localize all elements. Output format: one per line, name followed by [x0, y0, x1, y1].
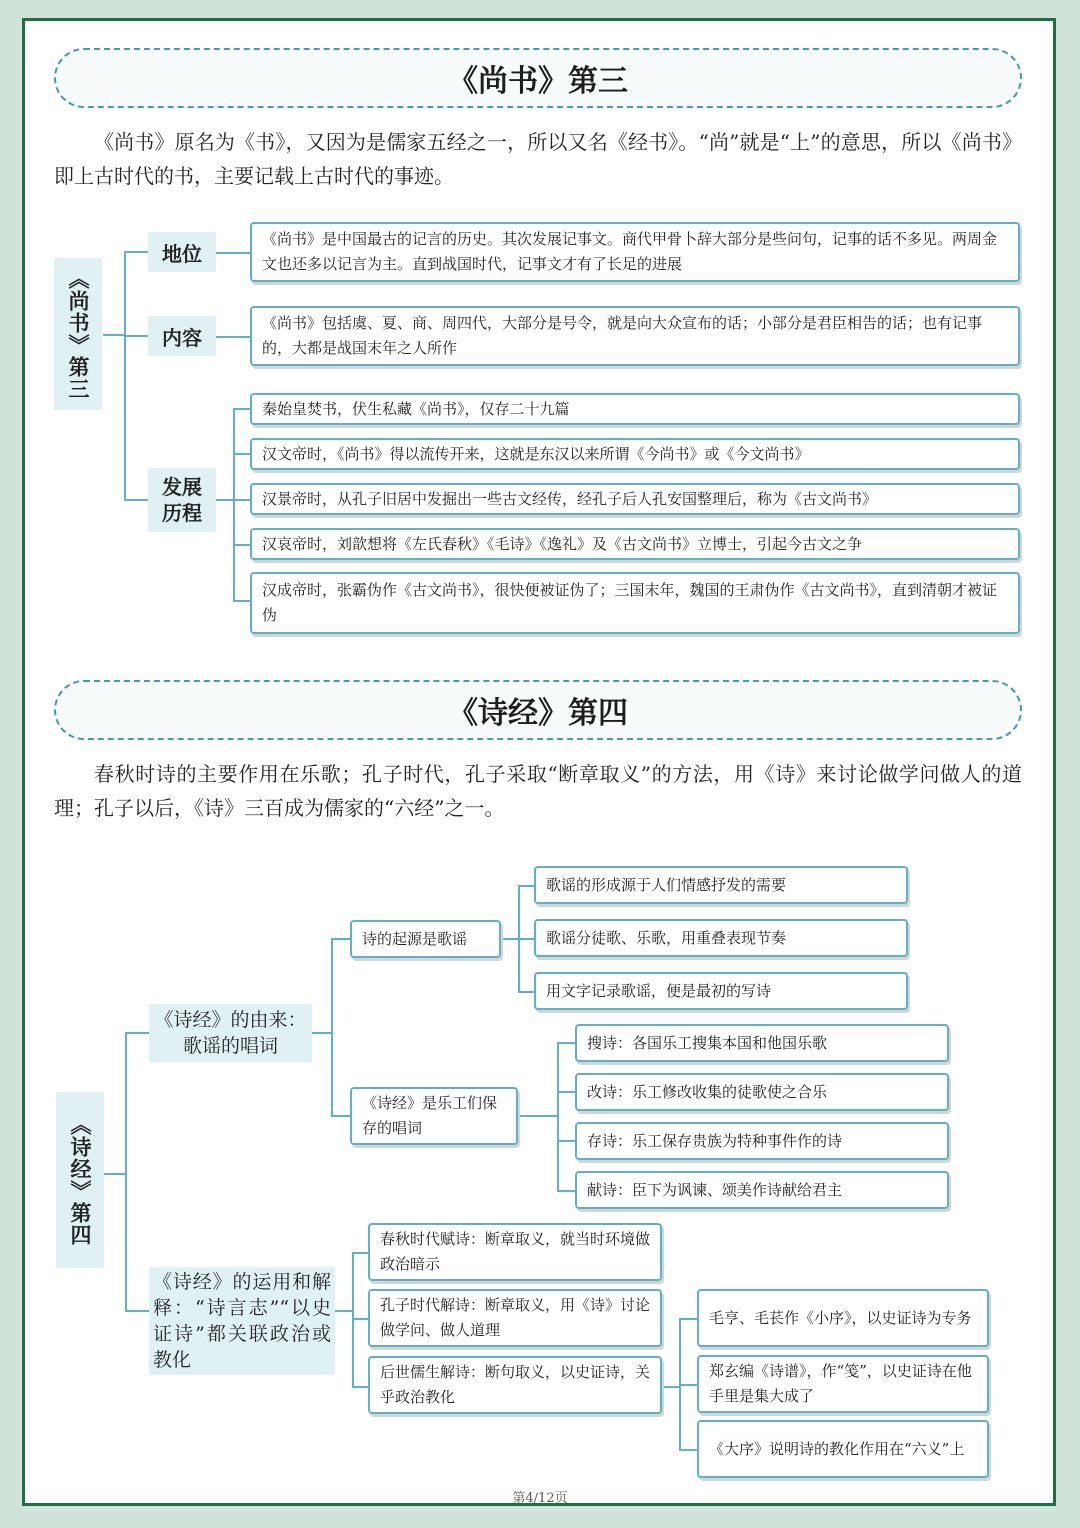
later-interpretation-item	[697, 1289, 989, 1347]
connector	[662, 1386, 680, 1388]
connector	[103, 334, 125, 336]
connector	[312, 1032, 332, 1034]
connector	[518, 885, 534, 887]
connector	[124, 499, 148, 501]
box-text: 毛亨、毛苌作《小序》，以史证诗为专务	[709, 1308, 972, 1327]
box-text: 歌谣的形成源于人们情感抒发的需要	[546, 875, 787, 894]
connector	[679, 1384, 697, 1386]
connector	[233, 600, 251, 602]
origin-leaf	[575, 1171, 949, 1209]
box-text: 献诗：臣下为讽谏、颂美作诗献给君主	[587, 1180, 843, 1199]
box-text: 《尚书》包括虞、夏、商、周四代，大部分是号令，就是向大众宣布的话；小部分是君臣相告的话；也有记事的，大都是战国末年之人所作	[262, 314, 983, 357]
connector	[125, 1032, 149, 1034]
connector	[233, 453, 251, 455]
box-text: 《大序》说明诗的教化作用在“六义”上	[709, 1439, 965, 1458]
connector	[518, 991, 534, 993]
connector	[125, 1032, 127, 1312]
box-text: 秦始皇焚书，伏生私藏《尚书》，仅存二十九篇	[262, 399, 570, 418]
connector	[124, 251, 126, 501]
connector	[352, 1252, 368, 1254]
origin-sub-box	[350, 1087, 518, 1145]
branch-label: 内容	[162, 325, 202, 350]
connector	[679, 1318, 697, 1320]
branch-label: 《诗经》的运用和解释：“诗言志”“以史证诗”都关联政治或教化	[153, 1271, 331, 1371]
history-item	[250, 393, 1020, 425]
branch-usage	[149, 1267, 335, 1375]
connector	[518, 1115, 558, 1117]
connector	[557, 1091, 575, 1093]
box-text: 汉景帝时，从孔子旧居中发掘出一些古文经传，经孔子后人孔安国整理后，称为《古文尚书》	[262, 489, 878, 508]
history-item	[250, 528, 1020, 560]
usage-item	[368, 1289, 662, 1347]
box-text: 存诗：乐工保存贵族为特种事件作的诗	[587, 1131, 843, 1150]
connector	[679, 1449, 697, 1451]
box-text: 后世儒生解诗：断句取义，以史证诗，关乎政治教化	[380, 1363, 651, 1406]
origin-leaf	[534, 919, 908, 957]
origin-sub-box	[350, 920, 501, 958]
page-number: 第4/12页	[512, 1491, 568, 1506]
connector	[331, 1115, 351, 1117]
connector	[216, 252, 250, 254]
origin-leaf	[575, 1073, 949, 1111]
connector	[557, 1042, 575, 1044]
later-interpretation-item	[697, 1355, 989, 1413]
usage-item	[368, 1356, 662, 1414]
section-title-shijing	[54, 680, 1022, 740]
box-text: 汉文帝时，《尚书》得以流传开来，这就是东汉以来所谓《今尚书》或《今文尚书》	[262, 444, 810, 463]
connector	[233, 499, 251, 501]
box-text: 搜诗：各国乐工搜集本国和他国乐歌	[587, 1033, 828, 1052]
later-interpretation-item	[697, 1420, 989, 1478]
box-text: 郑玄编《诗谱》，作“笺”，以史证诗在他手里是集大成了	[709, 1362, 972, 1405]
connector	[501, 938, 519, 940]
box-text: 春秋时代赋诗：断章取义，就当时环境做政治暗示	[380, 1230, 651, 1273]
branch-status	[148, 232, 216, 272]
connector	[125, 1310, 149, 1312]
origin-leaf	[534, 972, 908, 1010]
connector	[557, 1140, 575, 1142]
branch-label: 地位	[162, 241, 202, 266]
root-node-shangshu	[54, 258, 102, 410]
branch-label: 发展历程	[162, 475, 202, 525]
branch-content	[148, 316, 216, 356]
connector	[233, 408, 251, 410]
root-node-label: 《诗经》第四	[68, 1114, 93, 1246]
box-text: 诗的起源是歌谣	[362, 929, 468, 948]
box-text: 改诗：乐工修改收集的徒歌使之合乐	[587, 1082, 828, 1101]
section-title-shangshu	[54, 48, 1022, 108]
connector	[216, 336, 250, 338]
connector	[518, 938, 534, 940]
connector	[233, 408, 235, 600]
connector	[557, 1042, 559, 1191]
connector	[352, 1386, 368, 1388]
branch-label: 《诗经》的由来：歌谣的唱词	[154, 1009, 307, 1057]
connector	[331, 938, 333, 1116]
box-text: 汉哀帝时，刘歆想将《左氏春秋》《毛诗》《逸礼》及《古文尚书》立博士，引起今古文之争	[262, 534, 863, 553]
root-node-shijing	[56, 1092, 104, 1268]
origin-leaf	[575, 1122, 949, 1160]
connector	[352, 1318, 368, 1320]
box-text: 孔子时代解诗：断章取义，用《诗》讨论做学问、做人道理	[380, 1296, 651, 1339]
origin-leaf	[575, 1024, 949, 1062]
branch-history	[148, 468, 216, 532]
content-detail-box	[250, 306, 1020, 366]
intro-paragraph-shangshu: 《尚书》原名为《书》，又因为是儒家五经之一，所以又名《经书》。“尚”就是“上”的意思，所以《尚书》即上古时代的书，主要记载上古时代的事迹。	[54, 130, 1022, 188]
origin-leaf	[534, 866, 908, 904]
branch-origin	[149, 1004, 312, 1062]
history-item	[250, 572, 1020, 634]
box-text: 歌谣分徒歌、乐歌，用重叠表现节奏	[546, 928, 787, 947]
intro-paragraph-shijing: 春秋时诗的主要作用在乐歌；孔子时代，孔子采取“断章取义”的方法，用《诗》来讨论做学问做人的道理；孔子以后，《诗》三百成为儒家的“六经”之一。	[54, 762, 1022, 820]
connector	[331, 938, 351, 940]
section-title-text: 《尚书》第三	[448, 64, 628, 99]
section-title-text: 《诗经》第四	[448, 696, 628, 731]
connector	[557, 1190, 575, 1192]
box-text: 用文字记录歌谣，便是最初的写诗	[546, 981, 772, 1000]
connector	[352, 1252, 354, 1388]
box-text: 汉成帝时，张霸伪作《古文尚书》，很快便被证伪了；三国末年，魏国的王肃伪作《古文尚书》，直到清朝才被证伪	[262, 581, 998, 624]
connector	[216, 499, 234, 501]
root-node-label: 《尚书》第三	[66, 268, 91, 400]
box-text: 《诗经》是乐工们保存的唱词	[362, 1094, 498, 1137]
connector	[104, 1173, 126, 1175]
status-detail-box	[250, 222, 1020, 282]
connector	[233, 544, 251, 546]
connector	[124, 335, 148, 337]
history-item	[250, 483, 1020, 515]
connector	[124, 251, 148, 253]
box-text: 《尚书》是中国最古的记言的历史。其次发展记事文。商代甲骨卜辞大部分是些问句，记事的话不多见。两周金文也还多以记言为主。直到战国时代，记事文才有了长足的进展	[262, 230, 998, 273]
history-item	[250, 438, 1020, 470]
usage-item	[368, 1223, 662, 1281]
connector	[335, 1310, 353, 1312]
